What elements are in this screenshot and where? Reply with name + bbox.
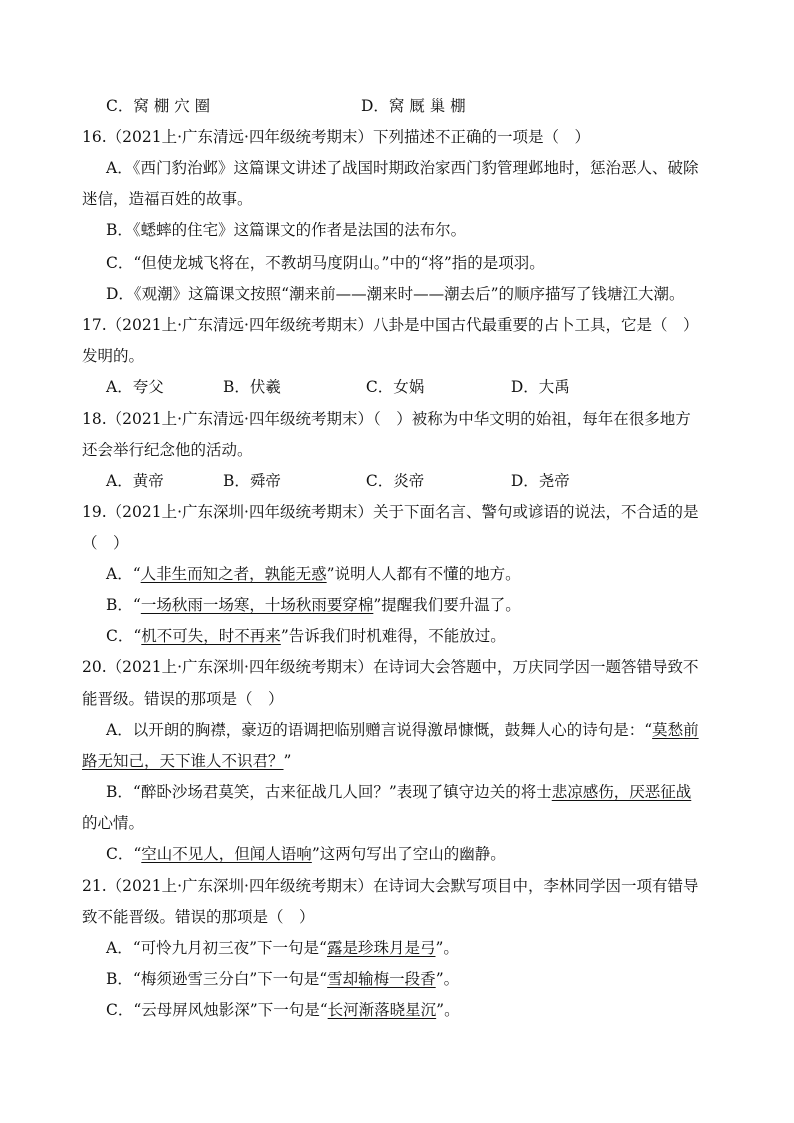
q15-option-d: D．窝 厩 巢 棚	[360, 97, 466, 115]
q18-stem-line1: 18.（2021上·广东清远·四年级统考期末）（ ）被称为中华文明的始祖，每年在很多地方	[82, 410, 691, 428]
q17-stem-line1: 17.（2021上·广东清远·四年级统考期末）八卦是中国古代最重要的占卜工具，它是（ ）	[82, 316, 699, 334]
q21-stem-line1: 21.（2021上·广东深圳·四年级统考期末）在诗词大会默写项目中，李林同学因一项有错导	[82, 877, 699, 895]
q16-option-d: D．《观潮》这篇课文按照“潮来前——潮来时——潮去后”的顺序描写了钱塘江大潮。	[106, 285, 685, 303]
q18-options	[106, 471, 712, 491]
q20-option-a-quote-part1: 莫愁前	[652, 721, 699, 739]
q21-option-c: C．“云母屏风烛影深”下一句是“长河渐落晓星沉”。	[106, 1001, 460, 1019]
q19-option-c-quote: 机不可失，时不再来	[141, 627, 281, 645]
q20-stem-line1: 20.（2021上·广东深圳·四年级统考期末）在诗词大会答题中，万庆同学因一题答错导致不	[82, 658, 699, 676]
q16-option-a-line2: 迷信，造福百姓的故事。	[82, 190, 253, 208]
q16-option-c: C．“但使龙城飞将在，不教胡马度阴山。”中的“将”指的是项羽。	[106, 254, 545, 272]
q20-option-b-emotion: 悲凉感伤，厌恶征战	[551, 783, 692, 801]
q19-option-c: C．“机不可失，时不再来”告诉我们时机难得，不能放过。	[106, 627, 506, 645]
q19-stem-line2: （ ）	[82, 534, 129, 552]
q21-stem-line2: 致不能晋级。错误的那项是（ ）	[82, 908, 315, 926]
q16-option-a-line1: A．《西门豹治邺》这篇课文讲述了战国时期政治家西门豹管理邺地时，惩治恶人、破除	[106, 159, 699, 177]
q19-option-a: A．“人非生而知之者，孰能无惑”说明人人都有不懂的地方。	[106, 565, 521, 583]
q16-stem: 16.（2021上·广东清远·四年级统考期末）下列描述不正确的一项是（ ）	[82, 128, 590, 146]
q18-option-b: B．舜帝	[222, 472, 281, 490]
q19-option-b-quote: 一场秋雨一场寒，十场秋雨要穿棉	[140, 596, 374, 614]
q17-option-b: B．伏羲	[222, 378, 281, 396]
q21-option-a: A．“可怜九月初三夜”下一句是“露是珍珠月是弓”。	[106, 939, 459, 957]
q21-option-a-verse: 露是珍珠月是弓	[326, 939, 436, 957]
q20-stem-line2: 能晋级。错误的那项是（ ）	[82, 690, 284, 708]
q20-option-c-quote: 空山不见人，但闻人语响	[141, 845, 312, 863]
q20-option-b-line1: B．“醉卧沙场君莫笑，古来征战几人回？”表现了镇守边关的将士悲凉感伤，厌恶征战	[106, 783, 692, 801]
q18-option-c: C．炎帝	[365, 472, 425, 490]
q20-option-c: C．“空山不见人，但闻人语响”这两句写出了空山的幽静。	[106, 845, 506, 863]
q15-option-c: C．窝 棚 穴 圈	[106, 97, 211, 115]
q17-stem-line2: 发明的。	[82, 347, 145, 365]
q19-option-a-quote: 人非生而知之者，孰能无惑	[140, 565, 327, 583]
q21-option-b-verse: 雪却输梅一段香	[327, 970, 436, 988]
q21-option-c-verse: 长河渐落晓星沉	[327, 1001, 437, 1019]
q16-option-b: B．《蟋蟀的住宅》这篇课文的作者是法国的法布尔。	[106, 221, 467, 239]
q18-option-d: D．尧帝	[510, 472, 570, 490]
q17-option-c: C．女娲	[365, 378, 425, 396]
q15-options	[106, 96, 712, 116]
q19-option-b: B．“一场秋雨一场寒，十场秋雨要穿棉”提醒我们要升温了。	[106, 596, 521, 614]
q18-stem-line2: 还会举行纪念他的活动。	[82, 441, 253, 459]
q17-option-a: A．夸父	[106, 378, 164, 396]
q20-option-a-quote-part2: 路无知己，天下谁人不识君？	[82, 752, 284, 770]
q20-option-a-line1: A．以开朗的胸襟，豪迈的语调把临别赠言说得激昂慷慨，鼓舞人心的诗句是：“莫愁前	[106, 721, 699, 739]
q17-options	[106, 377, 712, 397]
q20-option-b-line2: 的心情。	[82, 814, 145, 832]
q18-option-a: A．黄帝	[106, 472, 164, 490]
q17-option-d: D．大禹	[510, 378, 570, 396]
q21-option-b: B．“梅须逊雪三分白”下一句是“雪却输梅一段香”。	[106, 970, 460, 988]
q20-option-a-line2: 路无知己，天下谁人不识君？”	[82, 752, 292, 770]
q19-stem-line1: 19.（2021上·广东深圳·四年级统考期末）关于下面名言、警句或谚语的说法，不合适的是	[82, 503, 699, 521]
